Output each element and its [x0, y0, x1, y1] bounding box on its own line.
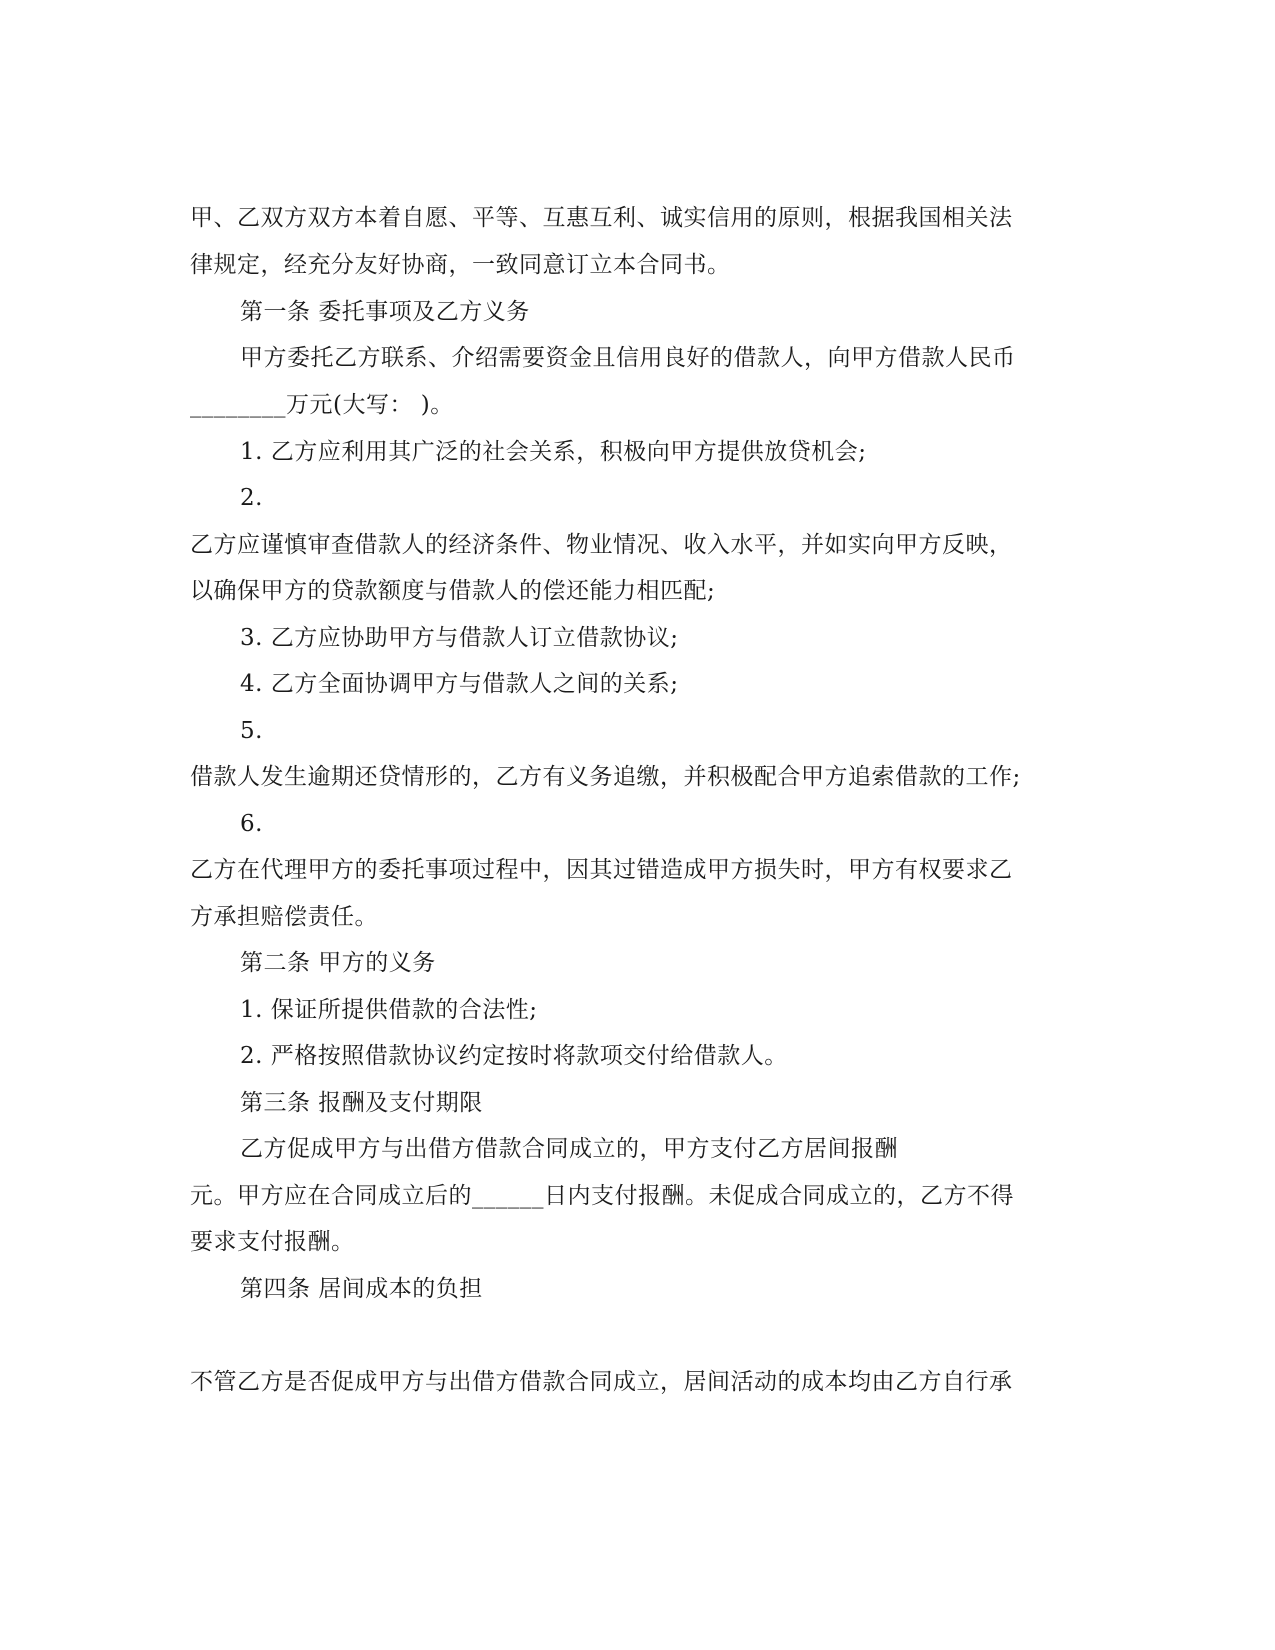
article-heading: 第二条 甲方的义务: [240, 950, 436, 976]
paragraph-line: 方承担赔偿责任。: [190, 904, 378, 930]
list-item: 2. 严格按照借款协议约定按时将款项交付给借款人。: [240, 1043, 788, 1069]
article-heading: 第四条 居间成本的负担: [240, 1276, 483, 1302]
list-item-number: 5.: [240, 718, 263, 744]
list-item-number: 6.: [240, 811, 263, 837]
list-item: 4. 乙方全面协调甲方与借款人之间的关系;: [240, 671, 679, 697]
paragraph-line: 甲、乙双方双方本着自愿、平等、互惠互利、诚实信用的原则，根据我国相关法: [190, 205, 1013, 231]
paragraph-line: 借款人发生逾期还贷情形的，乙方有义务追缴，并积极配合甲方追索借款的工作;: [190, 764, 1021, 790]
paragraph-line: 乙方促成甲方与出借方借款合同成立的，甲方支付乙方居间报酬: [240, 1136, 898, 1162]
list-item: 1. 保证所提供借款的合法性;: [240, 997, 538, 1023]
paragraph-line: 元。甲方应在合同成立后的______日内支付报酬。未促成合同成立的，乙方不得: [190, 1183, 1014, 1209]
list-item: 3. 乙方应协助甲方与借款人订立借款协议;: [240, 625, 679, 651]
paragraph-line: 甲方委托乙方联系、介绍需要资金且信用良好的借款人，向甲方借款人民币: [240, 345, 1016, 371]
paragraph-line: 乙方在代理甲方的委托事项过程中，因其过错造成甲方损失时，甲方有权要求乙: [190, 857, 1013, 883]
paragraph-line: 以确保甲方的贷款额度与借款人的偿还能力相匹配;: [190, 578, 716, 604]
article-heading: 第三条 报酬及支付期限: [240, 1090, 483, 1116]
list-item: 1. 乙方应利用其广泛的社会关系，积极向甲方提供放贷机会;: [240, 439, 867, 465]
paragraph-line: 要求支付报酬。: [190, 1229, 355, 1255]
article-heading: 第一条 委托事项及乙方义务: [240, 299, 530, 325]
paragraph-line: ________万元(大写： )。: [190, 392, 454, 418]
paragraph-line: 律规定，经充分友好协商，一致同意订立本合同书。: [190, 252, 731, 278]
paragraph-line: 不管乙方是否促成甲方与出借方借款合同成立，居间活动的成本均由乙方自行承: [190, 1369, 1013, 1395]
list-item-number: 2.: [240, 485, 263, 511]
paragraph-line: 乙方应谨慎审查借款人的经济条件、物业情况、收入水平，并如实向甲方反映，: [190, 532, 1013, 558]
